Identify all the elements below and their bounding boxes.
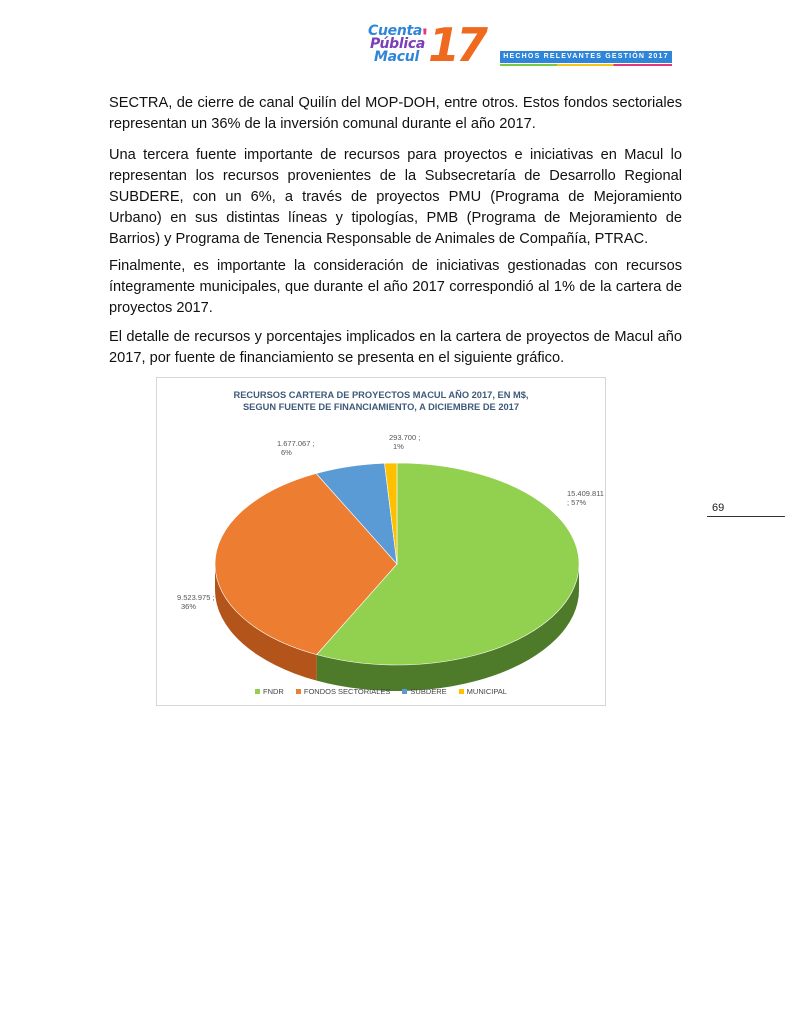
legend-item-municipal <box>459 687 507 696</box>
legend-item-fondos-sectoriales <box>296 687 391 696</box>
legend-item-subdere <box>402 687 446 696</box>
data-label-municipal: 293.700 ; 1% <box>389 433 421 451</box>
paragraph-sectra: SECTRA, de cierre de canal Quilín del MOP-DOH, entre otros. Estos fondos sectoriales representan un 36% de la inversión comunal durante el año 2017. <box>109 95 682 132</box>
chart-legend <box>157 687 605 696</box>
page-number-rule <box>707 516 785 517</box>
data-label-fondos-sectoriales: 9.523.975 ; 36% <box>177 593 215 611</box>
paragraph-chart-intro: El detalle de recursos y porcentajes implicados en la cartera de proyectos de Macul año 2017, por fuente de financiamiento se presenta en el siguiente gráfico. <box>109 329 682 366</box>
legend-label-fndr: FNDR <box>263 687 284 696</box>
legend-swatch-municipal <box>459 689 464 694</box>
legend-swatch-fondos-sectoriales <box>296 689 301 694</box>
data-label-subdere: 1.677.067 ; 6% <box>277 439 315 457</box>
pie-chart-plot <box>157 378 605 705</box>
legend-item-fndr <box>255 687 284 696</box>
logo-year: 17 <box>428 18 485 72</box>
header-tagline: HECHOS RELEVANTES GESTIÓN 2017 <box>500 51 672 63</box>
logo-word-macul: Macul <box>374 49 419 65</box>
legend-swatch-fndr <box>255 689 260 694</box>
cuenta-publica-logo <box>368 18 496 72</box>
chart-title-line-1: RECURSOS CARTERA DE PROYECTOS MACUL AÑO 2017, EN M$, <box>233 390 529 400</box>
logo-apostrophe: ' <box>422 24 428 51</box>
pie-chart <box>156 377 606 706</box>
tagline-stripe <box>500 64 672 66</box>
chart-title-line-2: SEGUN FUENTE DE FINANCIAMIENTO, A DICIEMBRE DE 2017 <box>242 402 519 412</box>
logo-word-publica: Pública <box>370 36 425 52</box>
page-number: 69 <box>712 502 725 514</box>
paragraph-subdere: Una tercera fuente importante de recursos para proyectos e iniciativas en Macul lo representan los recursos provenientes de la Subsecretaría de Desarrollo Regional SUBDERE, con un 6%, a través de proyectos PMU (Programa de Mejoramiento Urbano) en sus distintas líneas y tipologías, PMB (Programa de Mejoramiento de Barrios) y Programa de Tenencia Responsable de Animales de Compañía, PTRAC. <box>109 147 682 247</box>
paragraph-municipal: Finalmente, es importante la consideración de iniciativas gestionadas con recursos íntegramente municipales, que durante el año 2017 correspondió al 1% de la cartera de proyectos 2017. <box>109 258 682 316</box>
logo-word-cuenta: Cuenta <box>368 23 423 39</box>
legend-label-fondos-sectoriales: FONDOS SECTORIALES <box>303 687 391 696</box>
data-label-fndr: 15.409.811 ; 57% <box>567 489 604 507</box>
legend-label-municipal: MUNICIPAL <box>466 687 507 696</box>
legend-label-subdere: SUBDERE <box>410 687 447 696</box>
legend-swatch-subdere <box>402 689 407 694</box>
